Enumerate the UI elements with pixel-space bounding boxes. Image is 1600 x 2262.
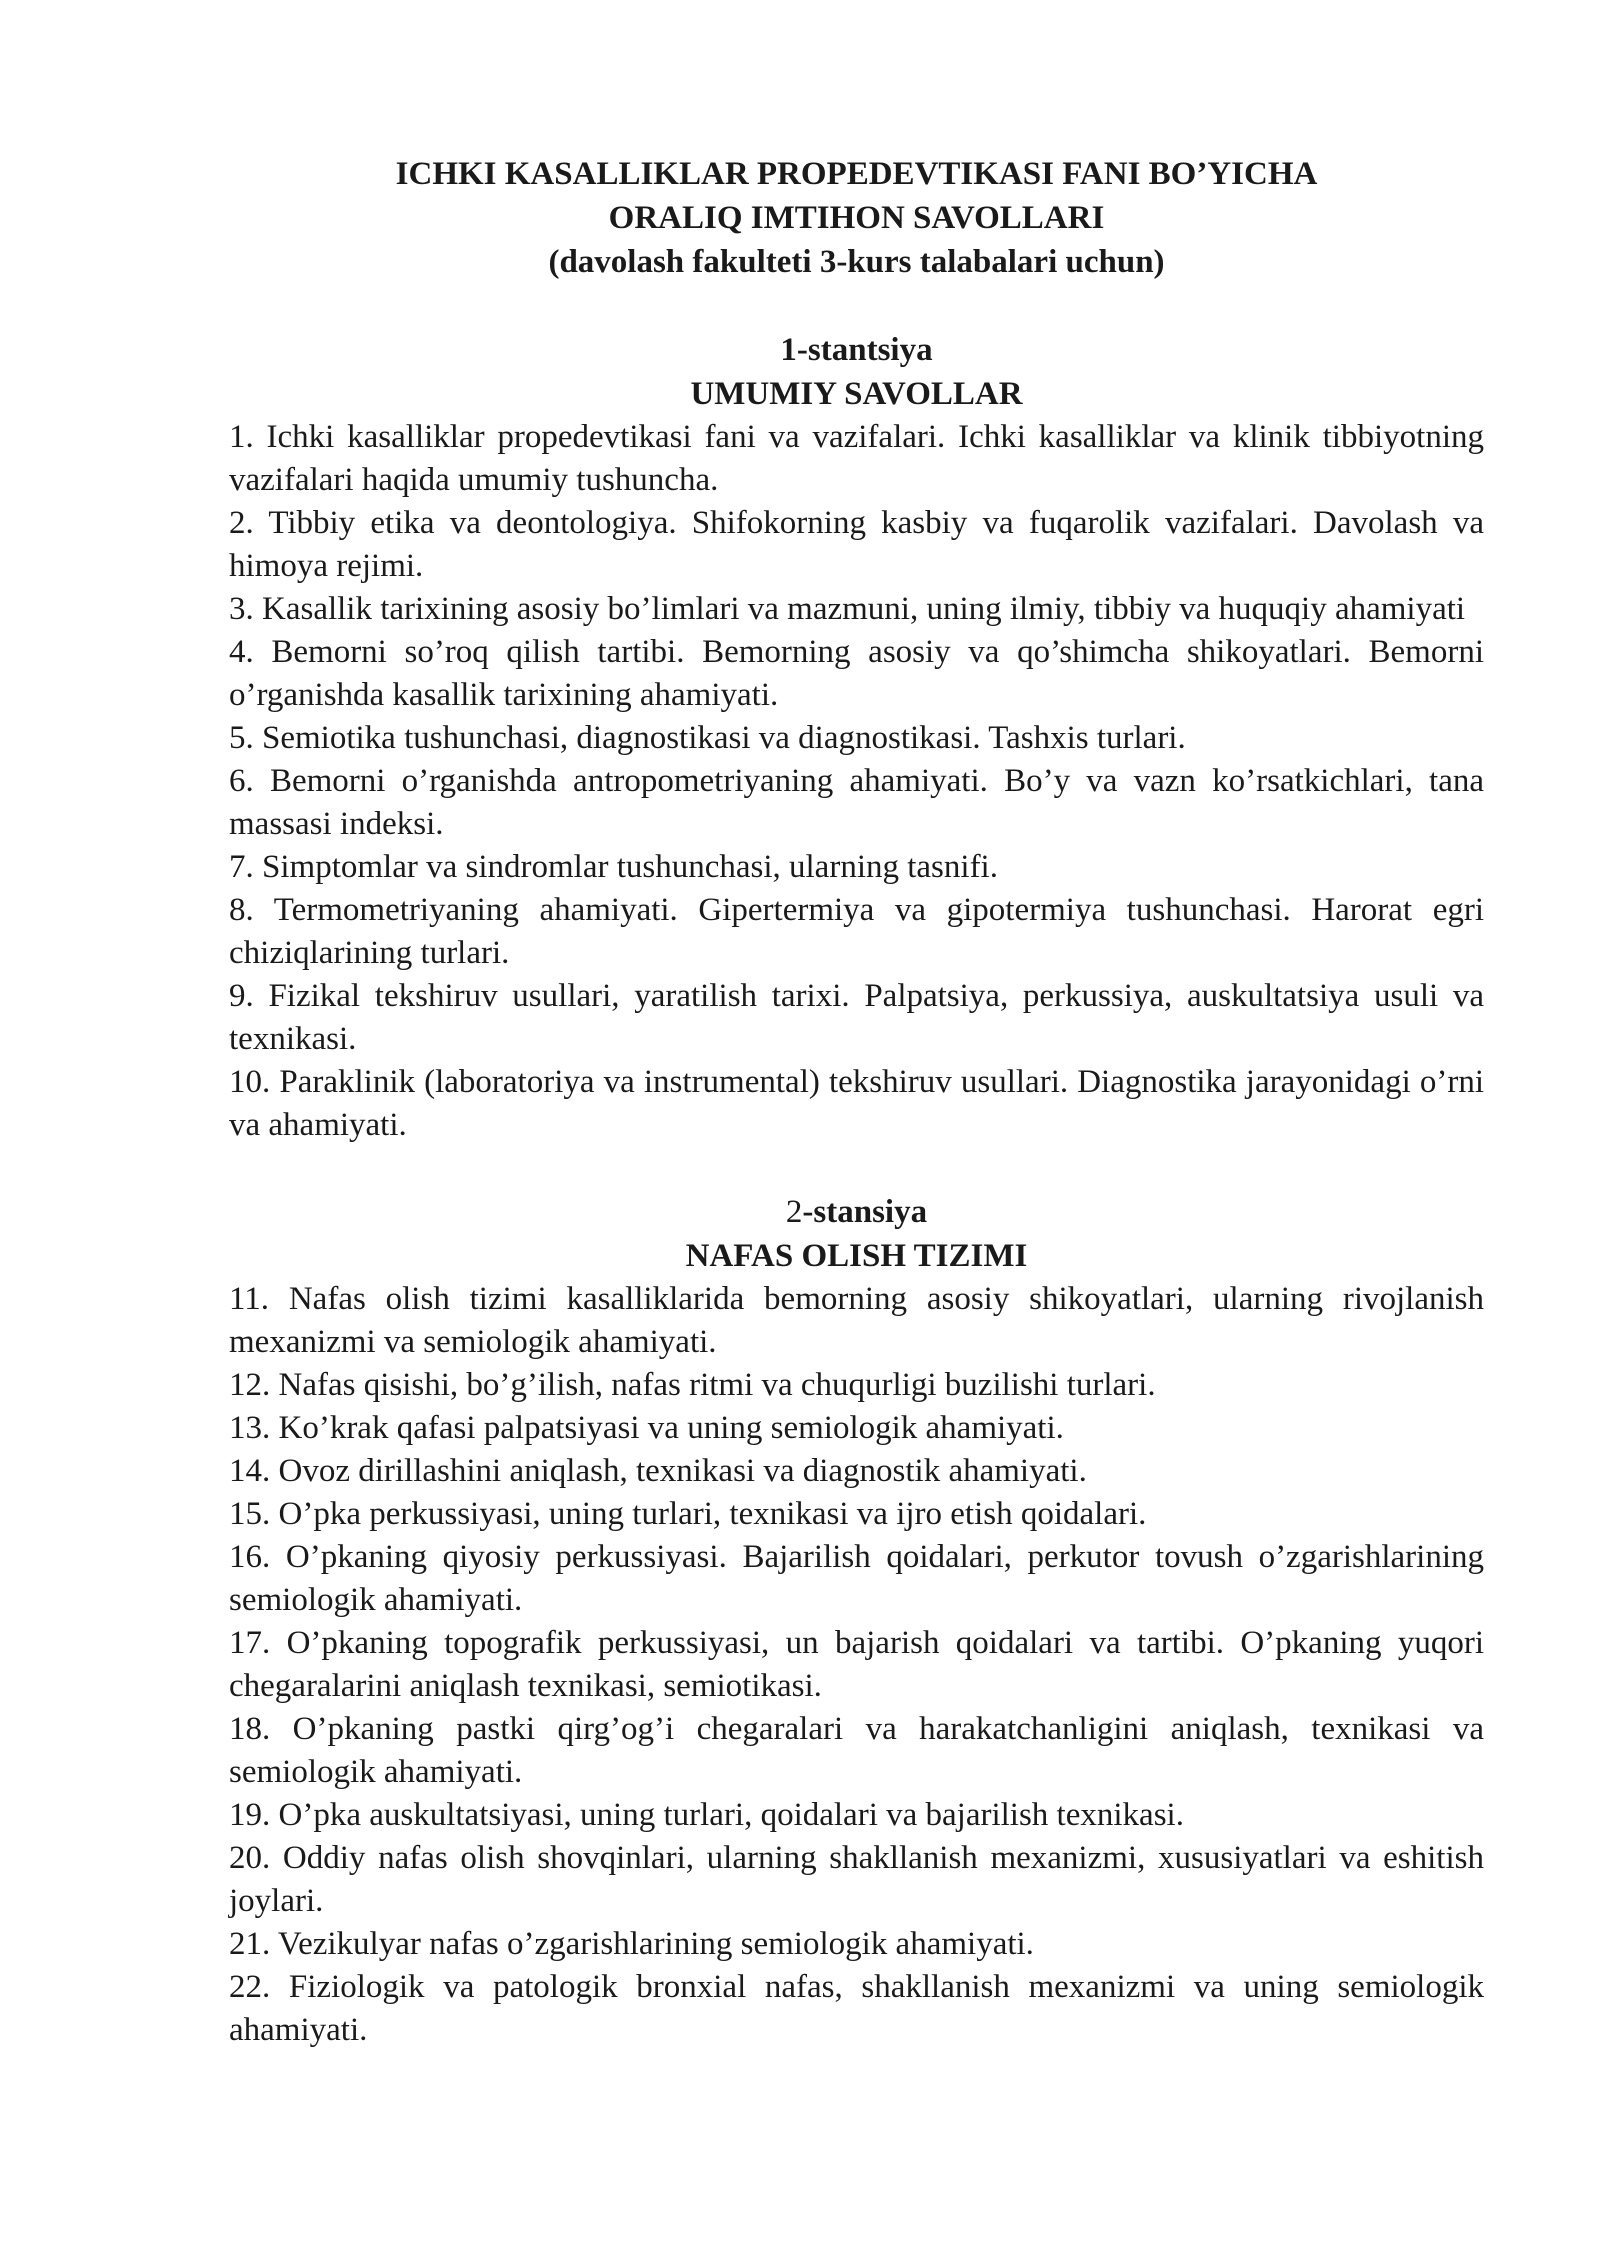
header-title-line-1: ICHKI KASALLIKLAR PROPEDEVTIKASI FANI BO’YICHA	[395, 156, 1318, 192]
document-page	[229, 152, 1484, 2052]
header-subtitle: (davolash fakulteti 3-kurs talabalari uchun)	[548, 244, 1165, 280]
question-6: 6. Bemorni o’rganishda antropometriyaning ahamiyati. Bo’y va vazn ko’rsatkichlari, tana massasi indeksi.	[229, 763, 1484, 842]
section-2-number-suffix: -stansiya	[802, 1194, 928, 1230]
section-2-title: NAFAS OLISH TIZIMI	[685, 1238, 1028, 1274]
section-2	[229, 1190, 1484, 2052]
question-1: 1. Ichki kasalliklar propedevtikasi fani va vazifalari. Ichki kasalliklar va klinik tibbiyotning vazifalari haqida umumiy tushuncha.	[229, 419, 1484, 498]
section-2-number-prefix: 2	[785, 1194, 803, 1230]
question-3: 3. Kasallik tarixining asosiy bo’limlari va mazmuni, uning ilmiy, tibbiy va huquqiy ahamiyati	[229, 591, 1466, 627]
question-16: 16. O’pkaning qiyosiy perkussiyasi. Bajarilish qoidalari, perkutor tovush o’zgarishlarining semiologik ahamiyati.	[229, 1539, 1484, 1618]
question-19: 19. O’pka auskultatsiyasi, uning turlari, qoidalari va bajarilish texnikasi.	[229, 1797, 1184, 1833]
question-8: 8. Termometriyaning ahamiyati. Gipertermiya va gipotermiya tushunchasi. Harorat egri chiziqlarining turlari.	[229, 892, 1484, 971]
section-1-number-prefix: 1	[780, 332, 797, 368]
question-5: 5. Semiotika tushunchasi, diagnostikasi va diagnostikasi. Tashxis turlari.	[229, 720, 1186, 756]
question-21: 21. Vezikulyar nafas o’zgarishlarining semiologik ahamiyati.	[229, 1926, 1034, 1962]
question-14: 14. Ovoz dirillashini aniqlash, texnikasi va diagnostik ahamiyati.	[229, 1453, 1087, 1489]
question-9: 9. Fizikal tekshiruv usullari, yaratilish tarixi. Palpatsiya, perkussiya, auskultatsiya usuli va texnikasi.	[229, 978, 1484, 1057]
document-header	[229, 152, 1484, 284]
section-2-station-number	[229, 1190, 1484, 1234]
question-13: 13. Ko’krak qafasi palpatsiyasi va uning semiologik ahamiyati.	[229, 1410, 1064, 1446]
question-4: 4. Bemorni so’roq qilish tartibi. Bemorning asosiy va qo’shimcha shikoyatlari. Bemorni o’rganishda kasallik tarixining ahamiyati.	[229, 634, 1484, 713]
question-20: 20. Oddiy nafas olish shovqinlari, ularning shakllanish mexanizmi, xususiyatlari va eshitish joylari.	[229, 1840, 1484, 1919]
header-title-line-2: ORALIQ IMTIHON SAVOLLARI	[608, 200, 1105, 236]
section-1-station-number	[229, 328, 1484, 372]
question-18: 18. O’pkaning pastki qirg’og’i chegaralari va harakatchanligini aniqlash, texnikasi va semiologik ahamiyati.	[229, 1711, 1484, 1790]
section-1-title: UMUMIY SAVOLLAR	[690, 376, 1023, 412]
question-2: 2. Tibbiy etika va deontologiya. Shifokorning kasbiy va fuqarolik vazifalari. Davolash va himoya rejimi.	[229, 505, 1484, 584]
question-12: 12. Nafas qisishi, bo’g’ilish, nafas ritmi va chuqurligi buzilishi turlari.	[229, 1367, 1156, 1403]
section-1	[229, 328, 1484, 1147]
question-7: 7. Simptomlar va sindromlar tushunchasi, ularning tasnifi.	[229, 849, 998, 885]
section-1-number-suffix: -stantsiya	[796, 332, 933, 368]
question-10: 10. Paraklinik (laboratoriya va instrumental) tekshiruv usullari. Diagnostika jarayonidagi o’rni va ahamiyati.	[229, 1064, 1484, 1143]
question-17: 17. O’pkaning topografik perkussiyasi, un bajarish qoidalari va tartibi. O’pkaning yuqori chegaralarini aniqlash texnikasi, semiotikasi.	[229, 1625, 1484, 1704]
question-22: 22. Fiziologik va patologik bronxial nafas, shakllanish mexanizmi va uning semiologik ahamiyati.	[229, 1969, 1484, 2048]
question-11: 11. Nafas olish tizimi kasalliklarida bemorning asosiy shikoyatlari, ularning rivojlanish mexanizmi va semiologik ahamiyati.	[229, 1281, 1484, 1360]
question-15: 15. O’pka perkussiyasi, uning turlari, texnikasi va ijro etish qoidalari.	[229, 1496, 1147, 1532]
